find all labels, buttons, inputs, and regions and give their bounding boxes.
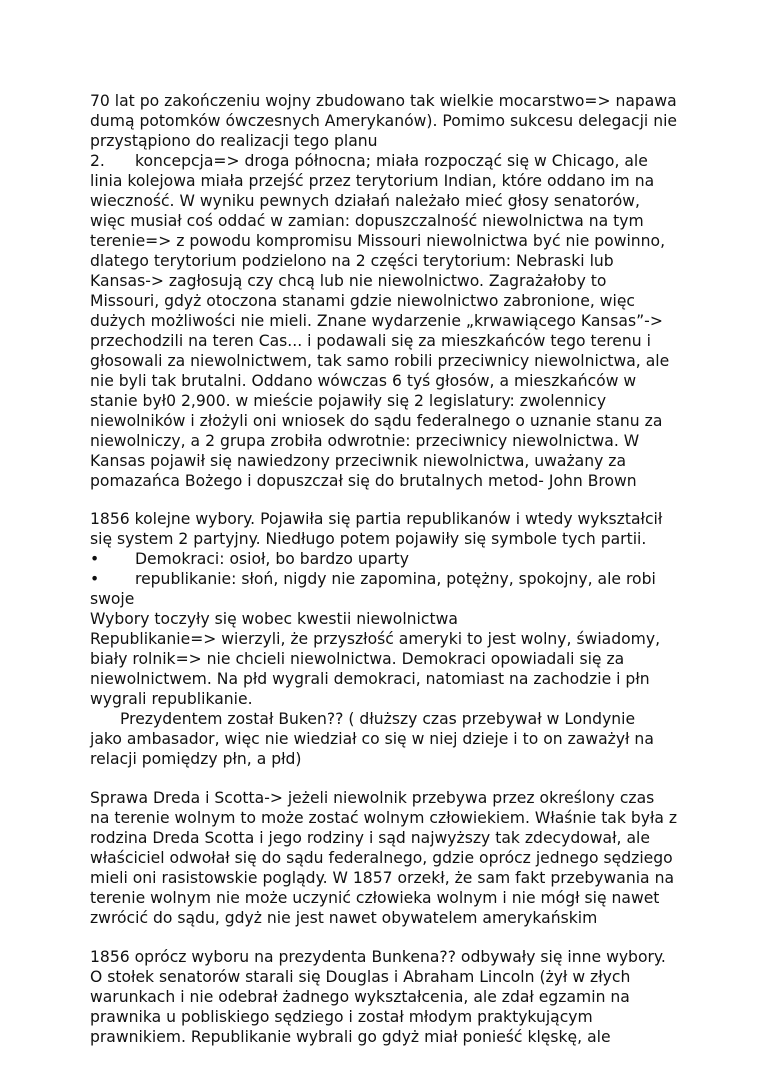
list-item: Demokraci: osioł, bo bardzo uparty	[135, 550, 409, 568]
bullet-icon: •	[90, 550, 100, 568]
text-line: wygrali republikanie.	[90, 690, 253, 708]
text-line: na terenie wolnym to może zostać wolnym człowiekiem. Właśnie tak była z	[90, 809, 678, 827]
text-line: mieli oni rasistowskie poglądy. W 1857 orzekł, że sam fakt przebywania na	[90, 869, 675, 887]
text-line: niewolniczy, a 2 grupa zrobiła odwrotnie: przeciwnicy niewolnictwa. W	[90, 432, 640, 450]
list-item: republikanie: słoń, nigdy nie zapomina, potężny, spokojny, ale robi	[135, 570, 656, 588]
text-line: 1856 oprócz wyboru na prezydenta Bunkena?? odbywały się inne wybory.	[90, 948, 666, 966]
text-line: pomazańca Bożego i dopuszczał się do brutalnych metod- John Brown	[90, 472, 637, 490]
text-line: nie byli tak brutalni. Oddano wówczas 6 tyś głosów, a mieszkańców w	[90, 372, 637, 390]
item-number: 2.	[90, 152, 105, 170]
text-line: się system 2 partyjny. Niedługo potem pojawiły się symbole tych partii.	[90, 530, 647, 548]
text-line: biały rolnik=> nie chcieli niewolnictwa. Demokraci opowiadali się za	[90, 650, 625, 668]
text-line: Kansas-> zagłosują czy chcą lub nie niewolnictwo. Zagrażałoby to	[90, 272, 607, 290]
text-line: właściciel odwołał się do sądu federalnego, gdzie oprócz jednego sędziego	[90, 849, 673, 867]
text-line: jako ambasador, więc nie wiedział co się w niej dzieje i to on zaważył na	[90, 730, 654, 748]
text-line: linia kolejowa miała przejść przez terytorium Indian, które oddano im na	[90, 172, 655, 190]
text-line: koncepcja=> droga północna; miała rozpocząć się w Chicago, ale	[135, 152, 648, 170]
text-line: stanie był0 2,900. w mieście pojawiły się 2 legislatury: zwolennicy	[90, 392, 607, 410]
text-line: prawnikiem. Republikanie wybrali go gdyż miał ponieść klęskę, ale	[90, 1028, 611, 1046]
text-line: 1856 kolejne wybory. Pojawiła się partia republikanów i wtedy wykształcił	[90, 510, 663, 528]
bullet-icon: •	[90, 570, 100, 588]
text-line: zwrócić do sądu, gdyż nie jest nawet obywatelem amerykańskim	[90, 909, 598, 927]
text-line: Prezydentem został Buken?? ( dłuższy czas przebywał w Londynie	[120, 710, 636, 728]
text-line: Republikanie=> wierzyli, że przyszłość ameryki to jest wolny, świadomy,	[90, 630, 661, 648]
text-line: prawnika u pobliskiego sędziego i został młodym praktykującym	[90, 1008, 593, 1026]
text-line: dlatego terytorium podzielono na 2 części terytorium: Nebraski lub	[90, 252, 614, 270]
list-item-continuation: swoje	[90, 590, 135, 608]
text-line: Kansas pojawił się nawiedzony przeciwnik niewolnictwa, uważany za	[90, 452, 627, 470]
text-line: dumą potomków ówczesnych Amerykanów). Pomimo sukcesu delegacji nie	[90, 112, 678, 130]
text-line: Sprawa Dreda i Scotta-> jeżeli niewolnik przebywa przez określony czas	[90, 789, 655, 807]
text-line: przystąpiono do realizacji tego planu	[90, 132, 378, 150]
text-line: więc musiał coś oddać w zamian: dopuszczalność niewolnictwa na tym	[90, 212, 644, 230]
text-line: Wybory toczyły się wobec kwestii niewolnictwa	[90, 610, 458, 628]
text-line: warunkach i nie odebrał żadnego wykształcenia, ale zdał egzamin na	[90, 988, 630, 1006]
text-line: niewolników i złożyli oni wniosek do sądu federalnego o uznanie stanu za	[90, 412, 663, 430]
text-line: Missouri, gdyż otoczona stanami gdzie niewolnictwo zabronione, więc	[90, 292, 635, 310]
text-line: rodzina Dreda Scotta i jego rodziny i sąd najwyższy tak zdecydował, ale	[90, 829, 650, 847]
text-line: O stołek senatorów starali się Douglas i Abraham Lincoln (żył w złych	[90, 968, 631, 986]
text-line: niewolnictwem. Na płd wygrali demokraci, natomiast na zachodzie i płn	[90, 670, 650, 688]
text-line: wieczność. W wyniku pewnych działań należało mieć głosy senatorów,	[90, 192, 640, 210]
text-line: głosowali za niewolnictwem, tak samo robili przeciwnicy niewolnictwa, ale	[90, 352, 670, 370]
text-line: przechodzili na teren Cas... i podawali się za mieszkańców tego terenu i	[90, 332, 651, 350]
text-line: dużych możliwości nie mieli. Znane wydarzenie „krwawiącego Kansas”->	[90, 312, 663, 330]
text-line: relacji pomiędzy płn, a płd)	[90, 750, 302, 768]
text-line: terenie wolnym nie może uczynić człowieka wolnym i nie mógł się nawet	[90, 889, 660, 907]
text-line: 70 lat po zakończeniu wojny zbudowano tak wielkie mocarstwo=> napawa	[90, 92, 677, 110]
text-line: terenie=> z powodu kompromisu Missouri niewolnictwa być nie powinno,	[90, 232, 666, 250]
